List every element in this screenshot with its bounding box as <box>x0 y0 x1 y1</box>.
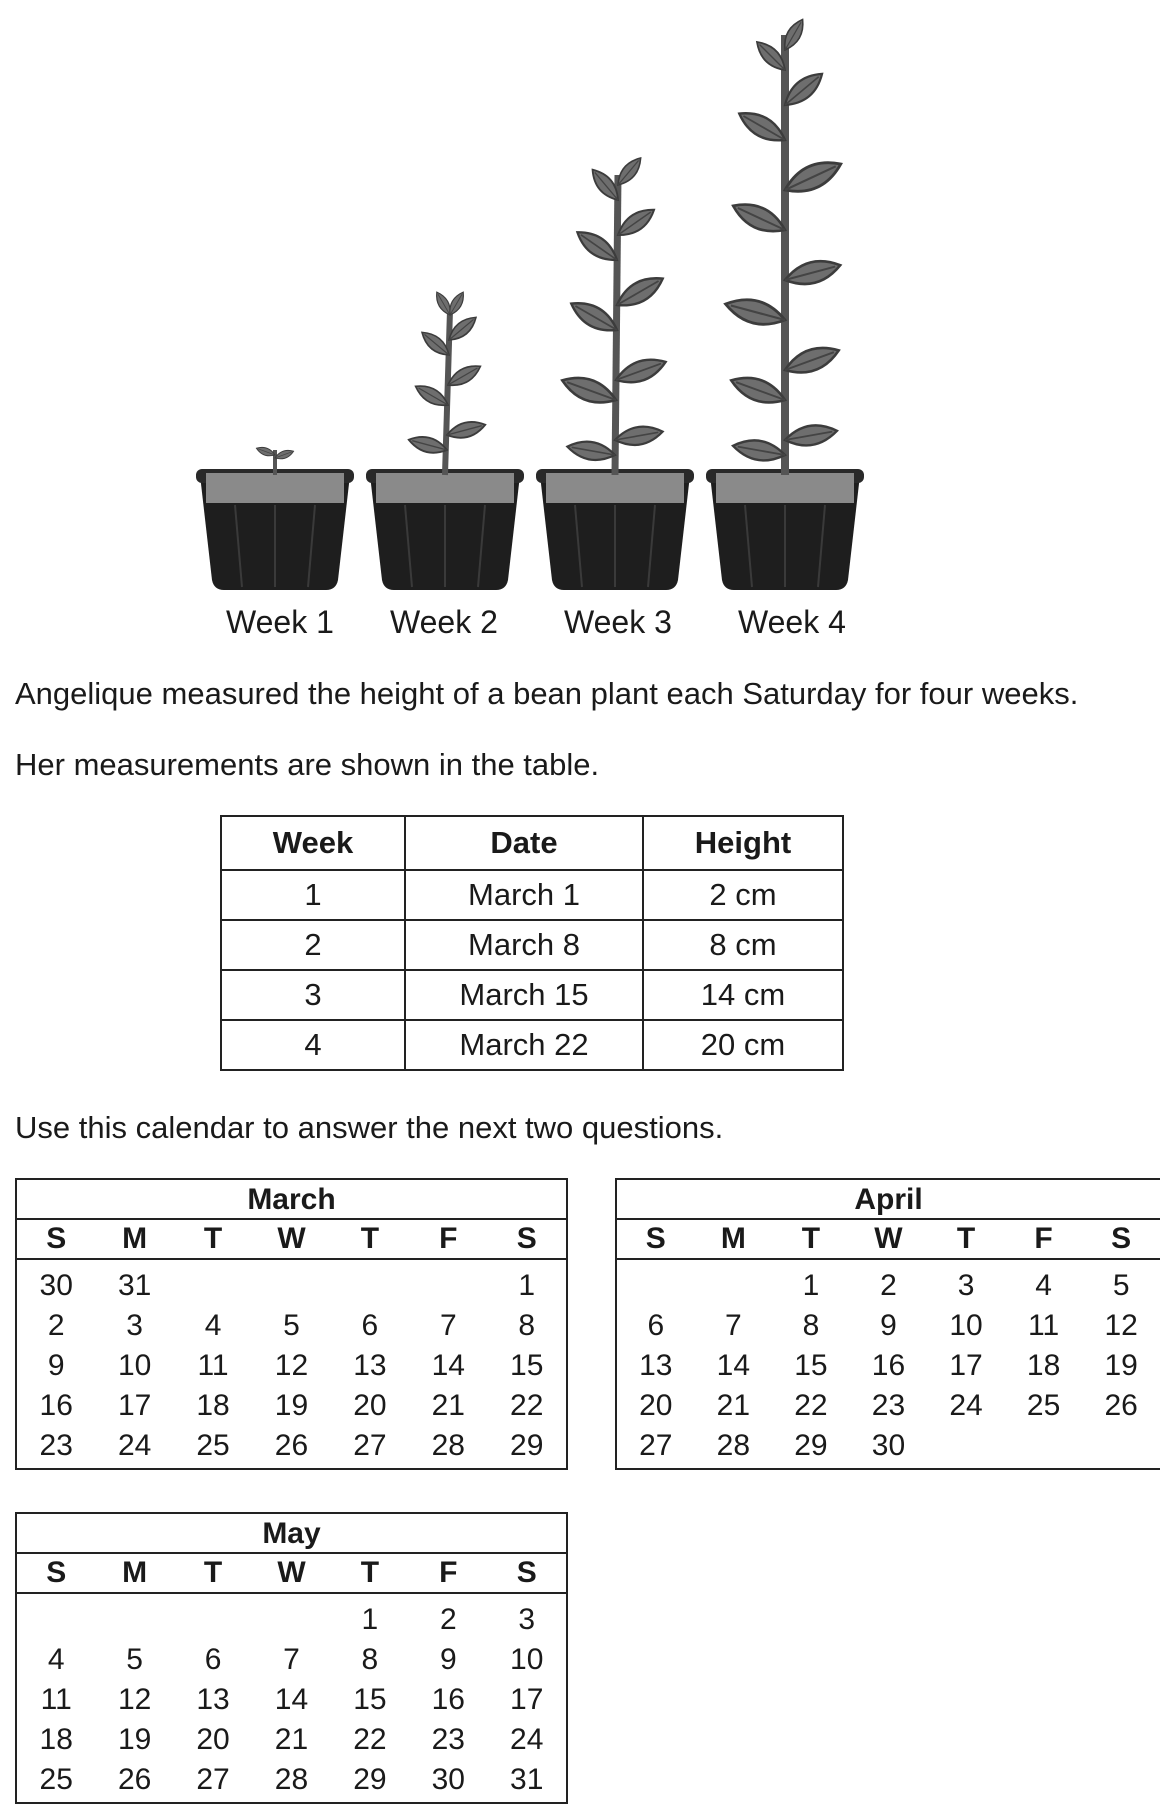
calendar-date: 10 <box>949 1309 983 1342</box>
calendar-date: 25 <box>1026 1389 1061 1422</box>
calendar-date: 30 <box>871 1429 906 1462</box>
calendar-date: 7 <box>283 1643 300 1676</box>
calendar-date: 19 <box>1104 1349 1138 1382</box>
week-4-label: Week 4 <box>738 604 846 640</box>
calendar-date: 4 <box>1035 1269 1052 1302</box>
cell-week: 1 <box>221 870 405 920</box>
calendar-month-title: April <box>617 1180 1160 1220</box>
cell-week: 4 <box>221 1020 405 1070</box>
calendar-date: 18 <box>1026 1349 1061 1382</box>
calendar-date: 13 <box>353 1349 387 1382</box>
header-date: Date <box>405 816 643 870</box>
plant-week-1 <box>196 445 354 590</box>
weekday-header: S <box>516 1556 537 1589</box>
calendar-date: 14 <box>716 1349 751 1382</box>
calendar-date: 11 <box>1028 1309 1060 1342</box>
calendar-date: 23 <box>431 1723 465 1756</box>
calendar-date: 23 <box>39 1429 73 1462</box>
calendar-date: 6 <box>204 1643 222 1676</box>
cell-week: 3 <box>221 970 405 1020</box>
calendar-date: 10 <box>117 1349 152 1382</box>
calendar-date <box>409 1266 487 1306</box>
calendar-date-grid <box>617 1260 1160 1466</box>
weekday-header: F <box>1034 1222 1053 1255</box>
bean-plant-growth-photo <box>185 10 885 590</box>
calendar-date <box>174 1600 252 1640</box>
calendar-intro-text: Use this calendar to answer the next two questions. <box>15 1110 724 1145</box>
calendar-date: 24 <box>117 1429 152 1462</box>
plant-week-2 <box>366 290 524 590</box>
weekday-header: M <box>122 1222 148 1255</box>
calendar-date: 2 <box>47 1309 65 1342</box>
calendar-date: 5 <box>283 1309 300 1342</box>
calendar-date: 18 <box>39 1723 73 1756</box>
table-row <box>221 920 843 970</box>
plant-week-4 <box>706 16 864 590</box>
calendar-date: 9 <box>439 1643 457 1676</box>
week-3-label: Week 3 <box>564 604 672 640</box>
calendar-date: 8 <box>518 1309 536 1342</box>
calendar-date: 6 <box>361 1309 379 1342</box>
weekday-header: W <box>277 1556 306 1589</box>
calendar-date: 3 <box>957 1269 975 1302</box>
calendar-date: 15 <box>353 1683 387 1716</box>
calendar-date: 19 <box>117 1723 152 1756</box>
calendar-date <box>1005 1426 1083 1466</box>
table-row <box>221 970 843 1020</box>
calendar-date: 30 <box>39 1269 73 1302</box>
cell-date: March 8 <box>405 920 643 970</box>
week-2-label: Week 2 <box>390 604 498 640</box>
cell-date: March 15 <box>405 970 643 1020</box>
calendar-date: 3 <box>126 1309 143 1342</box>
calendar-date <box>617 1266 695 1306</box>
calendar-date-grid <box>17 1594 566 1800</box>
calendar-date: 16 <box>431 1683 465 1716</box>
calendar-date: 14 <box>431 1349 465 1382</box>
weekday-header: W <box>874 1222 903 1255</box>
calendar-date: 16 <box>39 1389 73 1422</box>
calendar-date: 1 <box>802 1269 820 1302</box>
calendar-date: 14 <box>274 1683 309 1716</box>
calendar-date: 26 <box>1104 1389 1138 1422</box>
weekday-header: T <box>203 1222 223 1255</box>
intro-text: Angelique measured the height of a bean plant each Saturday for four weeks. <box>15 676 1079 711</box>
calendar-date: 27 <box>196 1763 230 1796</box>
calendar-date: 22 <box>353 1723 387 1756</box>
weekday-header: S <box>516 1222 537 1255</box>
calendar-date: 13 <box>639 1349 673 1382</box>
calendar-date: 26 <box>117 1763 152 1796</box>
calendar-date: 2 <box>439 1603 457 1636</box>
calendar-may <box>15 1512 568 1804</box>
plant-week-3 <box>536 154 694 590</box>
calendar-date: 16 <box>871 1349 906 1382</box>
calendar-weekday-row <box>17 1220 566 1260</box>
cell-height: 2 cm <box>643 870 843 920</box>
calendar-date <box>252 1600 330 1640</box>
calendar-date <box>17 1600 95 1640</box>
calendar-date <box>331 1266 409 1306</box>
calendar-weekday-row <box>17 1554 566 1594</box>
calendar-date: 28 <box>274 1763 309 1796</box>
calendar-date: 3 <box>518 1603 536 1636</box>
calendar-date <box>695 1266 773 1306</box>
calendar-date: 22 <box>510 1389 544 1422</box>
cell-height: 14 cm <box>643 970 843 1020</box>
calendar-date: 5 <box>126 1643 143 1676</box>
calendar-date: 21 <box>274 1723 309 1756</box>
weekday-header: T <box>203 1556 223 1589</box>
calendar-date: 7 <box>439 1309 457 1342</box>
cell-height: 8 cm <box>643 920 843 970</box>
calendar-date: 19 <box>274 1389 309 1422</box>
calendar-date: 17 <box>949 1349 983 1382</box>
calendar-date: 1 <box>361 1603 379 1636</box>
calendar-date: 4 <box>47 1643 65 1676</box>
calendar-date: 20 <box>353 1389 387 1422</box>
calendar-date: 29 <box>794 1429 828 1462</box>
table-row <box>221 1020 843 1070</box>
calendar-march <box>15 1178 568 1470</box>
calendar-date: 17 <box>510 1683 544 1716</box>
calendar-date <box>1082 1426 1160 1466</box>
header-height: Height <box>643 816 843 870</box>
weekday-header: T <box>956 1222 976 1255</box>
height-table <box>220 815 844 1071</box>
calendar-date: 31 <box>117 1269 152 1302</box>
weekday-header: M <box>720 1222 746 1255</box>
calendar-date: 11 <box>197 1349 229 1382</box>
calendar-date: 30 <box>431 1763 465 1796</box>
calendar-date <box>927 1426 1005 1466</box>
calendar-date: 23 <box>871 1389 906 1422</box>
calendar-date: 12 <box>1104 1309 1138 1342</box>
table-row <box>221 870 843 920</box>
calendar-date: 20 <box>196 1723 230 1756</box>
calendar-month-title: May <box>17 1514 566 1554</box>
calendar-date: 28 <box>431 1429 465 1462</box>
weekday-header: S <box>1111 1222 1132 1255</box>
calendar-date: 27 <box>353 1429 387 1462</box>
calendar-date: 4 <box>204 1309 222 1342</box>
calendar-date: 10 <box>510 1643 544 1676</box>
calendar-date: 24 <box>949 1389 983 1422</box>
calendar-month-title: March <box>17 1180 566 1220</box>
calendar-date: 6 <box>647 1309 665 1342</box>
weekday-header: F <box>439 1222 458 1255</box>
weekday-header: S <box>46 1556 67 1589</box>
calendar-date <box>252 1266 330 1306</box>
calendar-date <box>174 1266 252 1306</box>
calendar-date: 27 <box>639 1429 673 1462</box>
weekday-header: W <box>277 1222 306 1255</box>
calendar-date: 25 <box>196 1429 230 1462</box>
calendar-date: 25 <box>39 1763 73 1796</box>
calendar-date: 5 <box>1112 1269 1130 1302</box>
calendar-date: 21 <box>431 1389 465 1422</box>
calendar-date: 26 <box>274 1429 309 1462</box>
calendar-date: 21 <box>716 1389 751 1422</box>
calendar-date: 9 <box>47 1349 65 1382</box>
weekday-header: T <box>360 1222 380 1255</box>
weekday-header: S <box>46 1222 67 1255</box>
header-week: Week <box>221 816 405 870</box>
calendar-date: 9 <box>880 1309 897 1342</box>
calendar-date: 29 <box>510 1429 544 1462</box>
calendar-date-grid <box>17 1260 566 1466</box>
calendar-date: 15 <box>510 1349 544 1382</box>
calendar-date: 22 <box>794 1389 828 1422</box>
calendar-date: 12 <box>117 1683 152 1716</box>
calendar-date: 18 <box>196 1389 230 1422</box>
weekday-header: T <box>801 1222 821 1255</box>
calendar-weekday-row <box>617 1220 1160 1260</box>
calendar-date: 31 <box>510 1763 544 1796</box>
cell-week: 2 <box>221 920 405 970</box>
calendar-date: 1 <box>518 1269 536 1302</box>
calendar-date: 24 <box>510 1723 544 1756</box>
calendar-date: 17 <box>117 1389 152 1422</box>
calendar-date: 12 <box>274 1349 309 1382</box>
calendar-date: 8 <box>361 1643 379 1676</box>
cell-height: 20 cm <box>643 1020 843 1070</box>
calendar-date: 20 <box>639 1389 673 1422</box>
calendar-date: 7 <box>725 1309 742 1342</box>
weekday-header: F <box>439 1556 458 1589</box>
table-intro-text: Her measurements are shown in the table. <box>15 747 600 782</box>
calendar-date: 13 <box>196 1683 230 1716</box>
weekday-header: T <box>360 1556 380 1589</box>
calendar-april <box>615 1178 1160 1470</box>
cell-date: March 1 <box>405 870 643 920</box>
calendar-date: 8 <box>802 1309 820 1342</box>
calendar-date: 28 <box>716 1429 751 1462</box>
calendar-date: 29 <box>353 1763 387 1796</box>
calendar-date <box>95 1600 173 1640</box>
calendar-date: 15 <box>794 1349 828 1382</box>
calendar-date: 2 <box>880 1269 897 1302</box>
week-1-label: Week 1 <box>226 604 334 640</box>
cell-date: March 22 <box>405 1020 643 1070</box>
weekday-header: S <box>645 1222 666 1255</box>
weekday-header: M <box>122 1556 148 1589</box>
calendar-date: 11 <box>40 1683 72 1716</box>
